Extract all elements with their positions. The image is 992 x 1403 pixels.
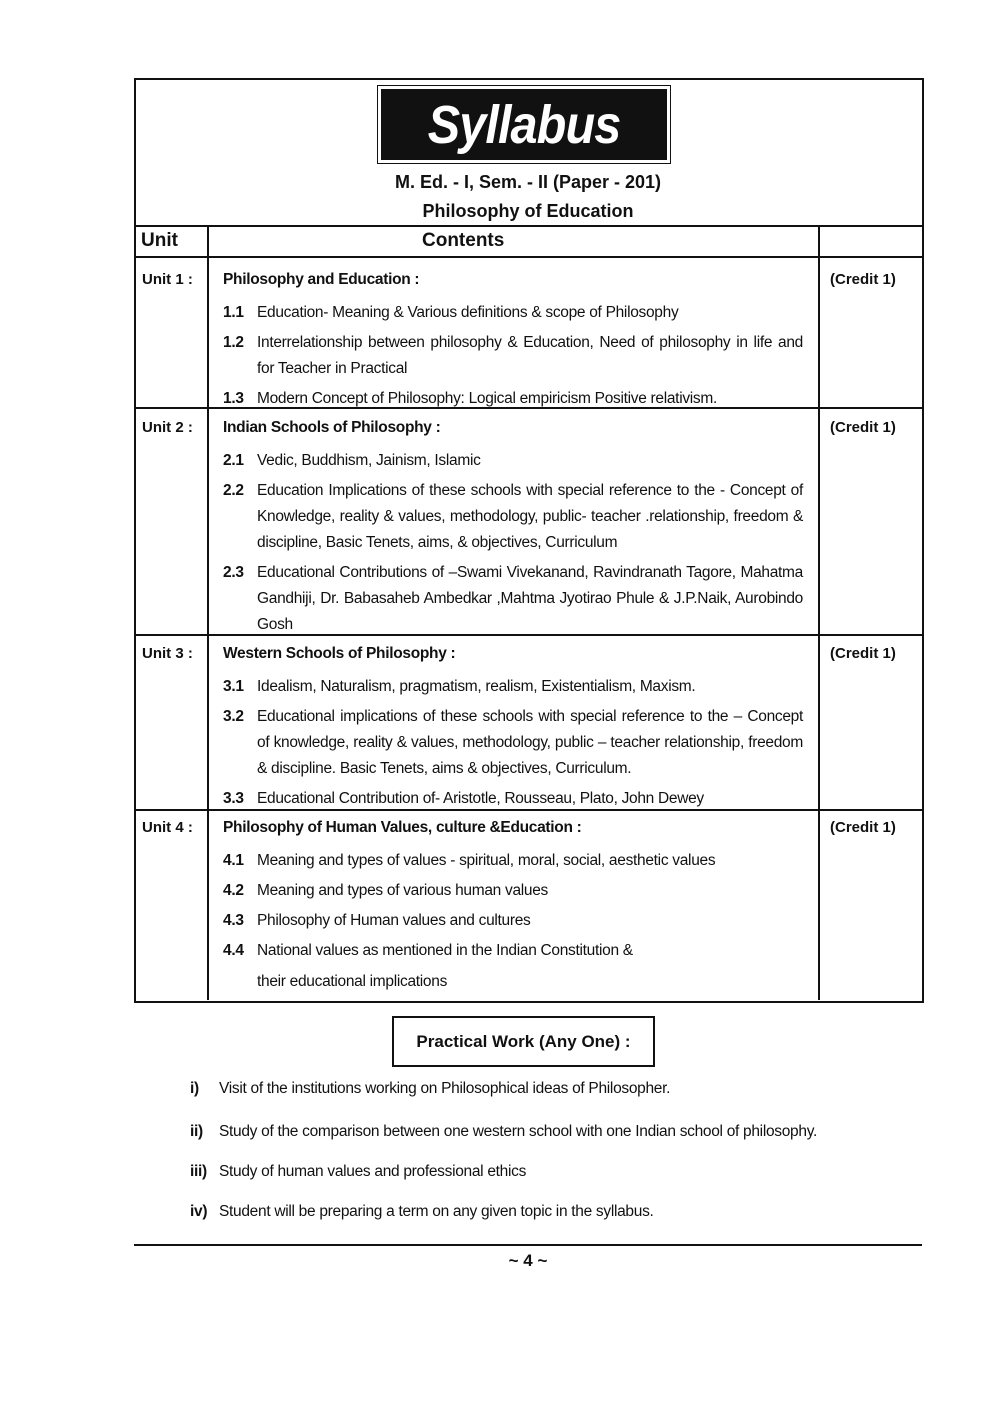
item-text: Philosophy of Human values and cultures	[257, 912, 531, 929]
list-item	[223, 300, 803, 326]
item-text-line: their educational implications	[257, 973, 448, 990]
practical-item	[190, 1123, 817, 1141]
list-item	[223, 560, 803, 638]
item-text: Modern Concept of Philosophy: Logical empiricism Positive relativism.	[257, 390, 717, 407]
item-number: 4.2	[223, 882, 244, 899]
item-number: 3.3	[223, 790, 244, 807]
unit-credit: (Credit 1)	[830, 271, 896, 288]
item-text: Study of the comparison between one western school with one Indian school of philosophy.	[219, 1123, 818, 1140]
list-item	[223, 878, 803, 904]
list-item	[223, 330, 803, 382]
practical-work-heading: Practical Work (Any One) :	[392, 1016, 655, 1067]
unit-credit: (Credit 1)	[830, 645, 896, 662]
item-text: Vedic, Buddhism, Jainism, Islamic	[257, 452, 481, 469]
divider	[134, 225, 922, 227]
unit-content	[223, 644, 803, 816]
item-number: 2.1	[223, 452, 244, 469]
list-item	[223, 848, 803, 874]
item-text: Idealism, Naturalism, pragmatism, realism, Existentialism, Maxism.	[257, 678, 696, 695]
list-item	[223, 448, 803, 474]
item-text: Visit of the institutions working on Philosophical ideas of Philosopher.	[219, 1080, 671, 1097]
item-number: ii)	[190, 1123, 203, 1140]
item-number: 1.1	[223, 304, 244, 321]
course-title: M. Ed. - I, Sem. - II (Paper - 201)	[394, 172, 662, 192]
item-number: iv)	[190, 1203, 208, 1220]
unit-title: Philosophy of Human Values, culture &Education :	[223, 819, 582, 836]
item-text: Education Implications of these schools with special reference to the - Concept of Knowledge, reality & values, methodology, public- teacher .relationship, freedom & discipline, Basic Tenets, aims, & objectives, Curriculum	[257, 482, 803, 551]
column-divider	[207, 225, 209, 1000]
item-number: 4.1	[223, 852, 244, 869]
item-number: 2.3	[223, 564, 244, 581]
item-number: iii)	[190, 1163, 207, 1180]
unit-label: Unit 1 :	[142, 271, 193, 288]
page-number: ~ 4 ~	[508, 1251, 548, 1270]
item-number: 4.3	[223, 912, 244, 929]
practical-item	[190, 1163, 526, 1181]
unit-label: Unit 2 :	[142, 419, 193, 436]
logo-text: Syllabus	[427, 94, 621, 155]
unit-content	[223, 270, 803, 416]
item-number: 2.2	[223, 482, 244, 499]
divider	[134, 256, 922, 258]
list-item	[223, 674, 803, 700]
column-divider	[818, 225, 820, 1000]
item-number: 4.4	[223, 942, 244, 959]
header-contents: Contents	[422, 230, 505, 251]
item-text	[257, 938, 803, 995]
item-number: i)	[190, 1080, 199, 1097]
item-text: Student will be preparing a term on any given topic in the syllabus.	[219, 1203, 654, 1220]
list-item	[223, 386, 803, 412]
item-text: Study of human values and professional ethics	[219, 1163, 527, 1180]
header-unit: Unit	[141, 230, 178, 251]
unit-credit: (Credit 1)	[830, 819, 896, 836]
item-number: 1.3	[223, 390, 244, 407]
item-text: Educational Contribution of- Aristotle, Rousseau, Plato, John Dewey	[257, 790, 704, 807]
unit-content	[223, 418, 803, 642]
syllabus-logo	[377, 85, 671, 164]
list-item	[223, 786, 803, 812]
list-item	[223, 938, 803, 995]
item-number: 3.1	[223, 678, 244, 695]
item-text: Meaning and types of values - spiritual, moral, social, aesthetic values	[257, 852, 716, 869]
item-text: Educational implications of these schools with special reference to the – Concept of knowledge, reality & values, methodology, public – teacher relationship, freedom & discipline. Basic Tenets, aims & objectives, Curriculum.	[257, 708, 803, 777]
item-text-line: National values as mentioned in the Indian Constitution &	[257, 942, 633, 959]
list-item	[223, 478, 803, 556]
item-number: 1.2	[223, 334, 244, 351]
unit-title: Philosophy and Education :	[223, 271, 420, 288]
subject-title: Philosophy of Education	[422, 201, 634, 221]
practical-item	[190, 1203, 654, 1221]
unit-content	[223, 818, 803, 999]
item-text: Education- Meaning & Various definitions & scope of Philosophy	[257, 304, 679, 321]
practical-item	[190, 1080, 670, 1098]
footer-rule	[134, 1244, 922, 1246]
unit-title: Western Schools of Philosophy :	[223, 645, 456, 662]
unit-label: Unit 4 :	[142, 819, 193, 836]
item-text: Interrelationship between philosophy & Education, Need of philosophy in life and for Teacher in Practical	[257, 334, 803, 377]
item-text: Meaning and types of various human values	[257, 882, 548, 899]
item-text: Educational Contributions of –Swami Vivekanand, Ravindranath Tagore, Mahatma Gandhiji, Dr. Babasaheb Ambedkar ,Mahtma Jyotirao Phule & J.P.Naik, Aurobindo Gosh	[257, 564, 803, 633]
unit-label: Unit 3 :	[142, 645, 193, 662]
unit-credit: (Credit 1)	[830, 419, 896, 436]
list-item	[223, 704, 803, 782]
list-item	[223, 908, 803, 934]
item-number: 3.2	[223, 708, 244, 725]
unit-title: Indian Schools of Philosophy :	[223, 419, 441, 436]
